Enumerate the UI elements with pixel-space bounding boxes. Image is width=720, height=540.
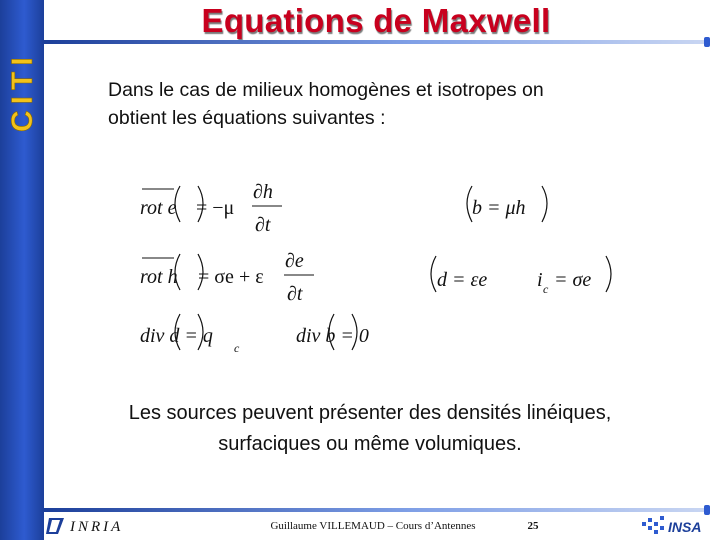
equation-faraday-coef: = −μ — [196, 197, 235, 219]
equation-ohm-rhs: = σe — [554, 269, 592, 291]
equation-constitutive-d — [431, 256, 487, 292]
equation-ampere-mid: = σe + ε — [198, 266, 264, 288]
footer-divider — [44, 508, 708, 512]
equation-ohm-subscript: c — [543, 282, 549, 296]
equation-magnetic-gauss — [296, 314, 369, 350]
inria-logo-text: INRIA — [70, 519, 124, 535]
insa-logo — [640, 512, 712, 540]
equation-gauss-text: div d = q — [140, 325, 213, 347]
intro-line-1: Dans le cas de milieux homogènes et isotropes on — [108, 79, 544, 101]
equation-faraday — [140, 181, 282, 236]
equation-faraday-numerator: ∂h — [253, 181, 273, 203]
equation-ampere-numerator: ∂e — [285, 250, 304, 272]
equation-ampere — [140, 250, 314, 305]
page-title: Equations de Maxwell — [201, 2, 551, 39]
insa-logo-text: INSA — [668, 519, 702, 535]
equation-faraday-lhs: rot e — [140, 197, 177, 219]
closing-line-1: Les sources peuvent présenter des densités linéiques, — [128, 402, 612, 424]
equation-ampere-lhs: rot h — [140, 266, 178, 288]
footer-credit: Guillaume VILLEMAUD – Cours d’Antennes — [270, 520, 476, 532]
equation-gauss — [140, 314, 240, 355]
equation-constitutive-b — [467, 186, 547, 222]
page-number: 25 — [527, 520, 539, 532]
equation-constitutive-d-text: d = εe — [437, 269, 488, 291]
equation-ohm-symbol: i — [537, 269, 543, 291]
closing-paragraph — [60, 398, 680, 460]
equation-constitutive-b-text: b = μh — [472, 197, 526, 219]
citi-logo-text: CITI — [6, 51, 39, 132]
closing-line-2: surfaciques ou même volumiques. — [218, 433, 522, 455]
equation-ohm — [537, 256, 611, 296]
equation-ampere-denominator: ∂t — [287, 283, 303, 305]
equation-magnetic-gauss-text: div b = 0 — [296, 325, 369, 347]
intro-line-2: obtient les équations suivantes : — [108, 107, 386, 129]
equation-faraday-denominator: ∂t — [255, 214, 271, 236]
equation-gauss-subscript: c — [234, 341, 240, 355]
inria-logo — [46, 514, 138, 536]
